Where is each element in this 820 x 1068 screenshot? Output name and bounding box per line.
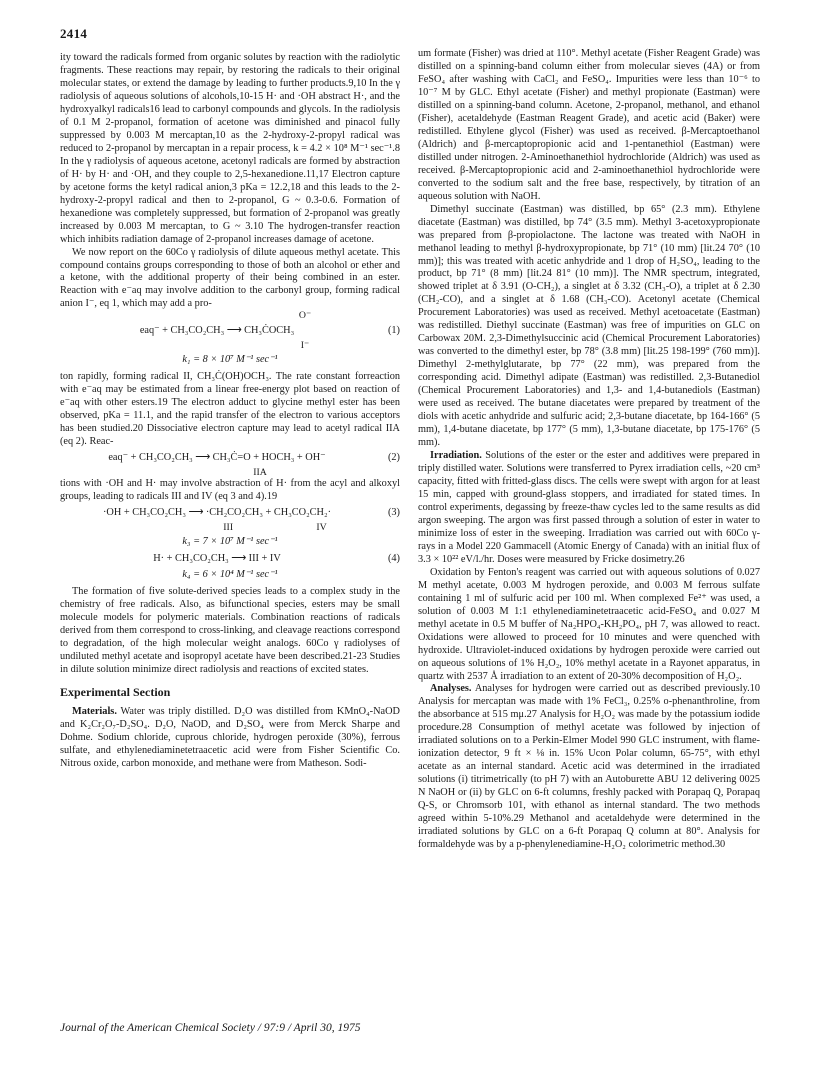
paragraph: The formation of five solute-derived species leads to a complex study in the chemistry of free radicals. Also, as bifunctional species, esters may be small molecule models for polymeric materials. Combination reactions of radicals derived from them correspond to cross-linking, and cleavage reactions correspond to degradation, of the high molecular weight analogs. 60Co γ radiolyses of undiluted methyl acetate and isopropyl acetate have been described.21-23 Studies in dilute solution minimize direct radiolysis and reactions of excited states. bbox=[60, 585, 400, 675]
section-heading: Experimental Section bbox=[60, 684, 171, 699]
equation-number: (1) bbox=[387, 325, 400, 337]
equation-superscript: O⁻ bbox=[298, 310, 312, 322]
run-in-heading: Materials. bbox=[72, 705, 117, 717]
paragraph: tions with ·OH and H· may involve abstraction of H· from the acyl and alkoxyl groups, leading to radicals III and IV (eq 3 and 4).19 bbox=[60, 478, 400, 503]
page-number: 2414 bbox=[60, 26, 88, 41]
paragraph-text: Solutions of the ester or the ester and additives were prepared in triply distilled water. Solutions were transferred to Pyrex irradiation cells, ~20 cm³ capacity, fitted with fritted-glass discs. The cells were swept with argon for at least 15 min, capped with ground-glass stoppers, and irradiated for stated times. In control experiments, degassing by freeze-thaw cycles led to the same results as did argon sweeping. The argon was first passed through a solution of ester in water to minimize loss of ester in the sweeping. Irradiation was carried out with 60Co γ-rays in a Model 220 Gammacell (Atomic Energy of Canada) with an initial flux of 3.3 × 10²² eV/l./hr. Doses were measured by Fricke dosimetry.26 bbox=[418, 450, 760, 565]
equation-number: (3) bbox=[387, 507, 400, 519]
paragraph bbox=[418, 450, 760, 567]
run-in-heading: Analyses. bbox=[430, 683, 472, 695]
journal-footer: Journal of the American Chemical Society / 97:9 / April 30, 1975 bbox=[60, 1022, 361, 1034]
paragraph: um formate (Fisher) was dried at 110°. Methyl acetate (Fisher Reagent Grade) was distilled on a spinning-band column either from molecular sieves (4A) or from FeSO₄ after washing with CaCl₂ and FeSO₄. Impurities were less than 10⁻⁶ to 10⁻⁷ M by GLC. Ethyl acetate (Fisher) and methyl propionate (Eastman) were distilled on a spinning-band column. Acetone, 2-propanol, methanol, and ethanol (Fisher), acetaldehyde (Eastman Reagent Grade), and acetic acid (Baker) were redistilled. Ethylene glycol (Fisher) was used as received. β-Mercaptoethanol (Aldrich) and β-mercaptopropionic acid and 1-pentanethiol (Eastman) were distilled under nitrogen. 2-Aminoethanethiol hydrochloride (Aldrich) was used as received. β-Mercaptopropionic acid and 2-aminoethanethiol hydrochloride were converted to the sodium salt and the free base, respectively, by titration of an aqueous solution with NaOH. bbox=[418, 48, 760, 202]
equation-2 bbox=[60, 452, 400, 479]
equation-body: eaq⁻ + CH₃CO₂CH₃ ⟶ CH₃ĊOCH₃ bbox=[139, 325, 295, 337]
paragraph: ton rapidly, forming radical II, CH₃Ċ(OH)OCH₃. The rate constant forreaction with e⁻aq may be estimated from a linear free-energy plot based on reaction of e⁻aq with other esters.19 The electron adduct to glycine methyl ester has been observed, pKa = 11.1, and the rapid transfer of the electron to various acceptors has been studied.20 Dissociative electron capture may lead to acetyl radical IIA (eq 2). Reac- bbox=[60, 370, 400, 447]
equation-number: (2) bbox=[387, 451, 400, 463]
equation-label: IIA bbox=[253, 466, 267, 478]
right-column bbox=[418, 48, 760, 852]
equation-body: ·OH + CH₃CO₂CH₃ ⟶ ·CH₂CO₂CH₃ + CH₃CO₂CH₂· bbox=[102, 507, 332, 519]
paragraph-text: Analyses for hydrogen were carried out as described previously.10 Analysis for mercaptan was made with 1% FeCl₃, 0.25% o-phenanthroline, from the absorbance at 515 mμ.27 Analysis for H₂O₂ was made by the potassium iodide procedure.28 Consumption of methyl acetate was followed by injection of irradiated solutions on to a Perkin-Elmer Model 990 GLC instrument, with flame-ionization detector, 9 ft × ⅛ in. 15% Ucon Polar column, 65-75°, with ethyl acetate as an internal standard. Acetic acid was determined in the irradiated solutions (i) titrimetrically (to pH 7) with an Autoburette ABU 12 delivering 0025 N NaOH or (ii) by GLC on 6-ft columns, freshly packed with Porapaq Q, Porapaq Q-S, or Chromsorb 101, with ethanol as internal standard. The two methods agreed within 5-10%.29 Methanol and acetaldehyde were determined in the irradiated solutions by GLC on a 6-ft Porapaq Q column at 80°. Analysis for formaldehyde was by a p-phenylenediamine-H₂O₂ colorimetric method.30 bbox=[418, 683, 760, 851]
paragraph: Dimethyl succinate (Eastman) was distilled, bp 65° (2.3 mm). Ethylene diacetate (Eastman) was distilled, bp 74° (3.5 mm). Methyl 3-acetoxypropionate was prepared from β-propiolactone. The lactone was treated with NaOH in methanol leading to methyl β-hydroxypropionate, bp 71° (10 mm) [lit.24 70° (10 mm)]; this was treated with acetic anhydride and 1 drop of H₂SO₄, leading to the product, bp 71° (8 mm) [lit.24 81° (10 mm)]. The NMR spectrum, integrated, showed triplet at δ 3.91 (O-CH₂), a singlet at δ 3.32 (CH₃-O), a triplet at δ 2.30 (CH₂-CO), and a singlet at δ 1.68 (CH₃-CO). Acetonyl acetate (Chemical Procurement Laboratories) was used as received. Methyl acetoacetate (Eastman) was redistilled. Diethyl succinate (Eastman) was free of impurities on GLC on Carbowax 20M. 2,3-Dimethylsuccinic acid (Chemical Procurement Laboratories) was converted to the dimethyl ester, bp 78° (3.8 mm) [lit.25 198-199° (760 mm)]. Dimethyl 2-methylglutarate, bp 77° (22 mm), was prepared from the corresponding acid. Dimethyl adipate (Eastman) was redistilled. 2,3-Butanediol (Chemical Procurement Laboratories) and 1,3- and 1,4-butanediols (Eastman) were used as received. The butane diacetates were prepared by treatment of the diols with acetic anhydride and sulfuric acid; 2,3-butane diacetate, bp 164-166° (5 mm), 1,4-butane diacetate, bp 177° (5 mm), 1,3-butane diacetate, bp 175-176° (5 mm). bbox=[418, 203, 760, 449]
equation-label: I⁻ bbox=[300, 340, 310, 352]
equation-3 bbox=[60, 507, 400, 549]
paragraph: We now report on the 60Co γ radiolysis of dilute aqueous methyl acetate. This compound contains groups corresponding to those of both an alcohol or ether and a ketone, with the additional property of their being combined in an ester. Reaction with e⁻aq may involve addition to the carbonyl group, forming radical anion I⁻, eq 1, which may add a pro- bbox=[60, 246, 400, 310]
rate-constant: k₃ = 7 × 10⁷ M⁻¹ sec⁻¹ bbox=[182, 536, 278, 548]
equation-1 bbox=[60, 311, 400, 366]
rate-constant: k₁ = 8 × 10⁷ M⁻¹ sec⁻¹ bbox=[182, 353, 278, 365]
rate-constant: k₄ = 6 × 10⁴ M⁻¹ sec⁻¹ bbox=[182, 569, 278, 580]
run-in-heading: Irradiation. bbox=[430, 450, 482, 462]
equation-4 bbox=[60, 553, 400, 582]
paragraph bbox=[418, 683, 760, 852]
left-column bbox=[60, 52, 400, 771]
equation-body: eaq⁻ + CH₃CO₂CH₃ ⟶ CH₃Ċ=O + HOCH₃ + OH⁻ bbox=[108, 451, 326, 463]
paragraph bbox=[60, 706, 400, 771]
equation-body: H· + CH₃CO₂CH₃ ⟶ III + IV bbox=[153, 553, 281, 565]
equation-label: III IV bbox=[223, 522, 327, 534]
equation-number: (4) bbox=[387, 553, 400, 565]
paragraph-text: Water was triply distilled. D₂O was distilled from KMnO₄-NaOD and K₂Cr₂O₇-D₂SO₄. D₂O, NaOD, and D₂SO₄ were from Merck Sharpe and Dohme. Sodium chloride, cuprous chloride, hydrogen peroxide (30%), ferrous sulfate, and ethylenediaminetetraacetic acid were from Fisher Scientific Co. Nitrous oxide, carbon monoxide, and methane were from Matheson. Sodi- bbox=[60, 705, 400, 769]
paragraph: ity toward the radicals formed from organic solutes by reaction with the radiolytic fragments. These reactions may repair, by restoring the radicals to their original molecular states, or extend the damage by leading to further products.9,10 In the γ radiolysis of aqueous solutions of alcohols,10-15 H· and ·OH abstract H·, and the hydroxyalkyl radicals16 lead to carbonyl compounds and glycols. In the radiolysis of 0.1 M 2-propanol, formation of acetone was diminished and pinacol fully suppressed by 0.003 M mercaptan,10 as the 2-hydroxy-2-propyl radical was reduced to 2-propanol by mercaptan in a repair process, k = 4.2 × 10⁸ M⁻¹ sec⁻¹.8 In the γ radiolysis of aqueous acetone, acetonyl radicals are formed by abstraction of H· by H· and ·OH, and they couple to 2,5-hexanedione.11,17 Electron capture by acetone forms the ketyl radical anion,3 pKa = 12.2,18 and this leads to the 2-hydroxy-2-propyl radical and then to 2-propanol, G ~ 0.3-0.6. Formation of hexanedione was completely suppressed, but formation of 2-propanol was greatly increased by 0.003 M mercaptan, to G ~ 3.10 The hydrogen-transfer reaction which inhibits radiation damage of 2-propanol increases damage of acetone. bbox=[60, 52, 401, 245]
paragraph: Oxidation by Fenton's reagent was carried out with aqueous solutions of 0.027 M methyl acetate, 0.003 M hydrogen peroxide, and 0.003 M ferrous sulfate containing 1 ml of sulfuric acid per 100 ml. When complexed Fe²⁺ was used, a solution of 0.003 M 1:1 ethylenediaminetetraacetic acid-FeSO₄ and 0.027 M methyl acetate in 0.5 M buffer of Na₂HPO₄-KH₂PO₄, pH 7, was allowed to react. Oxidations were allowed to proceed for 10 minutes and were quenched with hydroxide. Ultraviolet-induced oxidations by hydrogen peroxide were carried out on aqueous solutions of 1% H₂O₂, 10% methyl acetate in a Rayonet apparatus, in quartz with 2537 Å irradiation to an extent of 20-30% decomposition of H₂O₂. bbox=[418, 566, 760, 682]
